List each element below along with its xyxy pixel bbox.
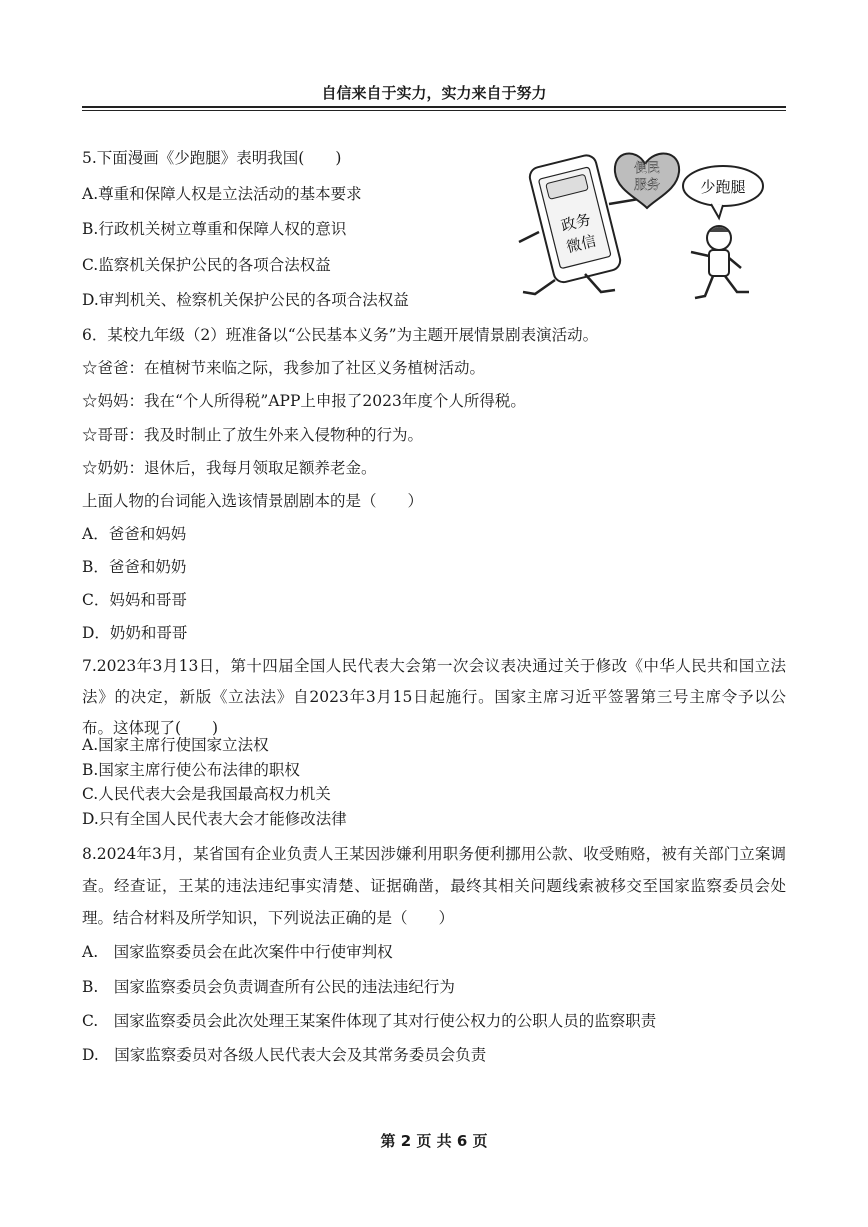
q6-line-mom: ☆妈妈：我在“个人所得税”APP上申报了2023年度个人所得税。: [82, 392, 526, 410]
person-figure: [691, 226, 749, 298]
q6-option-d: D．奶奶和哥哥: [82, 624, 188, 642]
q8-option-b: B. 国家监察委员会负责调查所有公民的违法违纪行为: [82, 978, 455, 996]
q8-option-d: D. 国家监察委员对各级人民代表大会及其常务委员会负责: [82, 1046, 487, 1064]
phone-text-2: 微信: [564, 231, 599, 257]
q5-stem: 5.下面漫画《少跑腿》表明我国( ): [82, 149, 342, 167]
page-header-motto: 自信来自于实力，实力来自于努力: [321, 84, 547, 102]
header-rule: [82, 106, 786, 108]
q7-option-c: C.人民代表大会是我国最高权力机关: [82, 785, 331, 803]
q8-stem: 8.2024年3月，某省国有企业负责人王某因涉嫌利用职务便利挪用公款、收受贿赂，被有关部门立案调查。经查证，王某的违法违纪事实清楚、证据确凿，最终其相关问题线索被移交至国家监察委员会处理。结合材料及所学知识，下列说法正确的是（ ）: [82, 845, 786, 927]
q6-option-b: B．爸爸和奶奶: [82, 558, 187, 576]
q8-option-c: C. 国家监察委员会此次处理王某案件体现了其对行使公权力的公职人员的监察职责: [82, 1012, 657, 1030]
heart-text-1: 便民: [633, 161, 661, 176]
q6-option-c: C．妈妈和哥哥: [82, 591, 187, 609]
header-rule-thin: [82, 110, 786, 111]
q5-option-d: D.审判机关、检察机关保护公民的各项合法权益: [82, 291, 409, 309]
q5-option-c: C.监察机关保护公民的各项合法权益: [82, 256, 331, 274]
q7-stem: 7.2023年3月13日，第十四届全国人民代表大会第一次会议表决通过关于修改《中华人民共和国立法法》的决定，新版《立法法》自2023年3月15日起施行。国家主席习近平签署第三号主席令予以公布。这体现了( ): [82, 657, 786, 737]
q7-option-d: D.只有全国人民代表大会才能修改法律: [82, 810, 347, 828]
phone-character: [528, 153, 623, 284]
q5-option-a: A.尊重和保障人权是立法活动的基本要求: [82, 185, 362, 203]
heart-text-2: 服务: [633, 178, 661, 193]
q6-line-brother: ☆哥哥：我及时制止了放生外来入侵物种的行为。: [82, 426, 424, 444]
page-number-footer: 第 2 页 共 6 页: [380, 1132, 488, 1150]
q7-option-b: B.国家主席行使公布法律的职权: [82, 761, 300, 779]
q7-option-a: A.国家主席行使国家立法权: [82, 736, 269, 754]
q6-stem: 6．某校九年级（2）班准备以“公民基本义务”为主题开展情景剧表演活动。: [82, 326, 599, 344]
cartoon-shao-pao-tui: [505, 142, 770, 307]
q6-line-dad: ☆爸爸：在植树节来临之际，我参加了社区义务植树活动。: [82, 359, 486, 377]
q8-option-a: A. 国家监察委员会在此次案件中行使审判权: [82, 943, 393, 961]
phone-text-1: 政务: [559, 210, 593, 235]
q6-question: 上面人物的台词能入选该情景剧剧本的是（ ）: [82, 492, 424, 510]
q6-option-a: A．爸爸和妈妈: [82, 525, 187, 543]
bubble-text: 少跑腿: [700, 178, 746, 196]
q6-line-grandma: ☆奶奶：退休后，我每月领取足额养老金。: [82, 459, 377, 477]
q5-option-b: B.行政机关树立尊重和保障人权的意识: [82, 220, 347, 238]
